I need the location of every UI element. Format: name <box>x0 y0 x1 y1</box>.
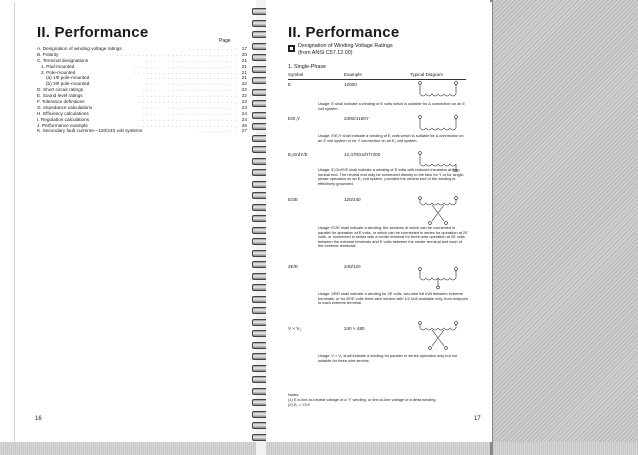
rating-symbol: E <box>288 82 292 87</box>
rating-symbol: 2E/E <box>288 264 298 269</box>
toc-entry-page: 23 <box>241 104 247 110</box>
toc-entry[interactable]: D. Short circuit ratings . . . . . . . . . . . . . . . . . . . . . . . 22 <box>37 87 247 93</box>
toc-entry-page: 24 <box>241 110 247 116</box>
toc-entry-page: 22 <box>241 93 247 99</box>
notes <box>288 393 468 407</box>
note-2: (2) E₁ = √3 E <box>288 401 311 407</box>
toc-entry-page: 21 <box>241 57 247 63</box>
toc-entry-label: F. Tolerance definitions <box>37 99 85 105</box>
rating-symbol: E/2E <box>288 197 298 202</box>
column-header-example: Example <box>344 72 362 77</box>
toc-entry[interactable]: B. Polarity . . . . . . . . . . . . . . . . . . . . . . . . . . . . . 20 <box>37 51 247 57</box>
toc-entry-page: 22 <box>241 87 247 93</box>
rating-example: 2400/4160Y <box>344 116 369 121</box>
toc-entry-label: 1. Pad-mounted <box>41 63 75 69</box>
usage-text: Usage: 2E/E shall indicate a winding for 2E volts, two-wire full kVA between extreme terminals, or for 2E/E volts three-wire service with 1/2 kVA available only, from midpoint to each extreme terminal. <box>318 291 468 306</box>
rating-symbol: V × V₁ <box>288 326 301 331</box>
toc-entry-label: A. Designation of winding voltage ratings <box>37 46 122 51</box>
rating-example: 120/240 <box>344 197 361 202</box>
column-header-symbol: Symbol <box>288 72 304 77</box>
winding-diagram <box>416 80 460 102</box>
page-number: 16 <box>35 416 42 422</box>
page-number: 17 <box>474 416 481 422</box>
section-source: (from ANSI C57.12.00) <box>298 50 353 56</box>
toc-entry[interactable]: (b) 3Φ pole-mounted . . . . . . . . . . . . . . . . . . . . . . 22 <box>46 81 247 87</box>
toc-entry[interactable]: C. Terminal designations . . . . . . . . . . . . . . . . . . . . . . 21 <box>37 57 247 63</box>
toc-entry[interactable]: (a) 1Φ pole-mounted . . . . . . . . . . . . . . . . . . . . . . 21 <box>46 75 247 81</box>
toc-entry-page: 20 <box>241 51 247 57</box>
table-of-contents <box>37 46 247 134</box>
page-title: II. Performance <box>288 24 400 41</box>
usage-text: Usage: E/2E shall indicate a winding, the sections of which can be connected in parallel for operation at E volts, or which can be connected in series for operation at 2E volts, or connected in series with a center terminal for three-wire operation at 2E volts between the extreme terminals and E volts between the center terminal and each of the extreme terminals. <box>318 225 468 249</box>
toc-entry[interactable]: F. Tolerance definitions . . . . . . . . . . . . . . . . . . . . . . . . 23 <box>37 99 247 105</box>
toc-entry-label: C. Terminal designations <box>37 57 89 63</box>
rating-symbol: E₁GrdY/E <box>288 152 308 157</box>
toc-entry-label: (b) 3Φ pole-mounted <box>46 81 90 87</box>
toc-entry-page: 23 <box>241 99 247 105</box>
rating-example: 12000 <box>344 82 357 87</box>
scanner-bottom-margin <box>0 442 638 455</box>
toc-entry[interactable]: I. Regulation calculations . . . . . . . . . . . . . . . . . . . . . . . 24 <box>37 116 247 122</box>
toc-entry-label: G. Impedance calculations <box>37 104 93 110</box>
rating-symbol: E/E₁Y <box>288 116 301 121</box>
right-page <box>266 2 492 442</box>
toc-entry-label: 2. Pole-mounted <box>41 69 76 75</box>
toc-entry-page: 26 <box>241 122 247 128</box>
usage-text: Usage: E₁GrdY/E shall indicate a winding of E volts with reduced insulation at the neutral end. The neutral end may be connected directly to the tank for Y or for single-phase operation on an E₁ volt system, provided the neutral end of the winding is effectively grounded. <box>318 167 465 186</box>
toc-entry-page: 21 <box>241 75 247 81</box>
toc-entry-label: K. Secondary fault currents—120/240 volt systems <box>37 128 143 134</box>
page-title: II. Performance <box>37 24 149 41</box>
toc-entry[interactable]: G. Impedance calculations . . . . . . . . . . . . . . . . . . . . . . . 23 <box>37 104 247 110</box>
rating-example: 240 × 480 <box>344 326 365 331</box>
rating-example: 12,470GrdY/7200 <box>344 152 381 157</box>
winding-diagram <box>416 266 460 290</box>
usage-text: Usage: V × V₁ shall indicate a winding for parallel or series operation only but not suitable for three-wire service. <box>318 353 458 363</box>
toc-entry[interactable]: E. Sound level ratings . . . . . . . . . . . . . . . . . . . . . . . . 22 <box>37 93 247 99</box>
toc-entry-label: (a) 1Φ pole-mounted <box>46 75 90 81</box>
toc-entry-label: I. Regulation calculations <box>37 116 90 122</box>
toc-entry-page: 21 <box>241 69 247 75</box>
scanner-margin <box>492 0 638 455</box>
toc-entry-page: 24 <box>241 116 247 122</box>
winding-diagram <box>416 320 460 350</box>
toc-entry-page: 22 <box>241 81 247 87</box>
section-subtitle: Designation of Winding Voltage Ratings <box>298 43 393 49</box>
toc-entry-page: 27 <box>241 128 247 134</box>
left-page <box>14 2 254 442</box>
rating-example: 240/120 <box>344 264 361 269</box>
toc-entry[interactable]: J. Performance example . . . . . . . . . . . . . . . . . . . . . . . . 26 <box>37 122 247 128</box>
toc-entry-label: J. Performance example <box>37 122 88 128</box>
toc-page-column-label: Page <box>219 38 231 44</box>
notes-title: Notes: <box>288 392 300 397</box>
toc-entry-label: D. Short circuit ratings <box>37 87 84 93</box>
section-marker-icon <box>288 45 295 52</box>
toc-entry[interactable]: A. Designation of winding voltage ratings . . . . . . . . . . . . 17 <box>37 46 247 51</box>
toc-entry-label: H. Efficiency calculations <box>37 110 89 116</box>
toc-entry-page: 21 <box>241 63 247 69</box>
winding-diagram <box>416 195 460 225</box>
toc-entry[interactable]: K. Secondary fault currents—120/240 volt systems . . . . . . . . . . 27 <box>37 128 247 134</box>
toc-entry[interactable]: 1. Pad-mounted . . . . . . . . . . . . . . . . . . . . . . . . . 21 <box>41 63 247 69</box>
toc-entry[interactable]: 2. Pole-mounted . . . . . . . . . . . . . . . . . . . . . . . . . 21 <box>41 69 247 75</box>
usage-text: Usage: E/E₁Y shall indicate a winding of E volts which is suitable for Δ connection on an E volt system or for Y connection on an E₁ volt system. <box>318 133 464 143</box>
toc-entry-label: E. Sound level ratings <box>37 93 83 99</box>
toc-entry-label: B. Polarity <box>37 51 59 57</box>
usage-text: Usage: E shall indicate a winding of E volts which is suitable for Δ connection on an E volt system. <box>318 101 466 111</box>
column-header-diagram: Typical Diagram <box>410 72 443 77</box>
note-1: (1) E is line-to-neutral voltage of a 'Y' winding, or line-to-line voltage of a delta winding. <box>288 396 437 402</box>
toc-entry[interactable]: H. Efficiency calculations . . . . . . . . . . . . . . . . . . . . . . . 24 <box>37 110 247 116</box>
toc-entry-page: 17 <box>241 46 247 51</box>
subsection-heading: 1. Single-Phase <box>288 64 327 70</box>
